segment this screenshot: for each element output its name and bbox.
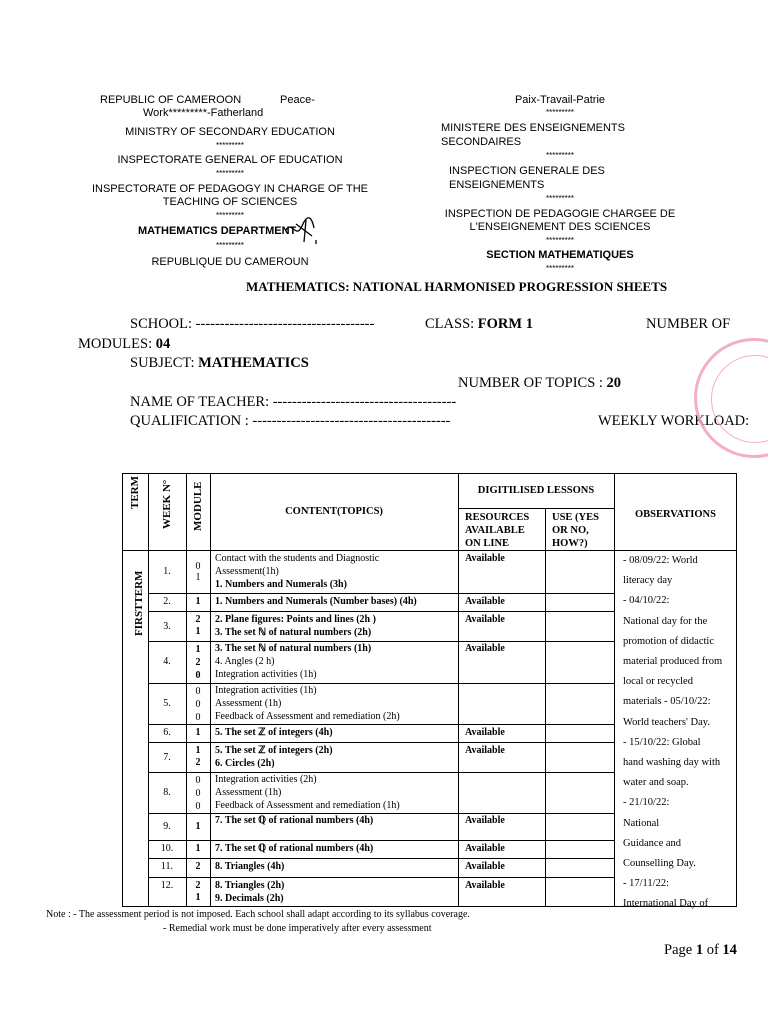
module-value: 1 — [195, 821, 201, 832]
module-value: 1 — [195, 892, 201, 903]
module-value: 1 — [195, 626, 201, 637]
resources-cell: Available — [465, 614, 505, 625]
observation-line: World teachers' Day. — [623, 716, 710, 728]
header-digitalised: DIGITILISED LESSONS — [477, 485, 595, 496]
observation-line: - 08/09/22: World — [623, 555, 698, 566]
content-line: 3. The set ℕ of natural numbers (2h) — [215, 627, 372, 638]
observation-line: National day for the — [623, 615, 708, 627]
school-field: SCHOOL: ------------------------------------- — [130, 316, 375, 332]
inspection-ped-l2: L'ENSEIGNEMENT DES SCIENCES — [469, 221, 651, 233]
content-line: 9. Decimals (2h) — [215, 893, 284, 904]
header-content: CONTENT(TOPICS) — [285, 506, 383, 517]
motto-en-part2: Work*********-Fatherland — [143, 107, 264, 119]
qualification-field: QUALIFICATION : ----------------------------------------- — [130, 413, 451, 429]
modules-label-l1: NUMBER OF — [646, 316, 731, 332]
module-value: 0 — [195, 788, 201, 799]
inspectorate-pedagogy-l2: TEACHING OF SCIENCES — [162, 196, 298, 208]
content-line: 4. Angles (2 h) — [215, 656, 275, 667]
week-number: 3. — [163, 621, 171, 632]
week-number: 11. — [160, 861, 174, 872]
module-value: 2 — [195, 657, 201, 668]
resources-cell: Available — [465, 553, 505, 564]
motto-en-part1: Peace- — [280, 94, 315, 106]
module-value: 2 — [195, 880, 201, 891]
official-stamp-icon — [694, 338, 768, 458]
content-line: 7. The set ℚ of rational numbers (4h) — [215, 815, 374, 826]
ministere-l2: SECONDAIRES — [441, 136, 522, 148]
department-en: MATHEMATICS DEPARTMENT — [138, 225, 297, 237]
inspection-ped-l1: INSPECTION DE PEDAGOGIE CHARGEE DE — [444, 208, 676, 220]
ministere-l1: MINISTERE DES ENSEIGNEMENTS — [441, 122, 625, 134]
week-number: 12. — [160, 880, 174, 891]
stars: ********* — [545, 264, 575, 273]
module-value: 1 — [195, 644, 201, 655]
section-fr: SECTION MATHEMATIQUES — [486, 249, 634, 261]
content-line: 6. Circles (2h) — [215, 758, 275, 769]
note-assessment: Note : - The assessment period is not imposed. Each school shall adapt according to its syllabus coverage. — [46, 909, 470, 920]
subject-value: MATHEMATICS — [198, 355, 309, 371]
header-week: WEEK N° — [161, 479, 173, 529]
observation-line: promotion of didactic — [623, 635, 714, 647]
module-value: 2 — [195, 757, 201, 768]
module-value: 0 — [195, 670, 201, 681]
content-line: 8. Triangles (2h) — [215, 880, 285, 891]
resources-cell: Available — [465, 815, 505, 826]
inspectorate-pedagogy-l1: INSPECTORATE OF PEDAGOGY IN CHARGE OF THE — [91, 183, 369, 195]
modules-field: MODULES: 04 — [78, 336, 171, 352]
content-line: 8. Triangles (4h) — [215, 861, 285, 872]
module-value: 2 — [195, 614, 201, 625]
stars: ********* — [545, 236, 575, 245]
observation-line: - 15/10/22: Global — [623, 736, 701, 748]
content-line: 2. Plane figures: Points and lines (2h ) — [215, 614, 376, 625]
document-title: MATHEMATICS: NATIONAL HARMONISED PROGRESSION SHEETS — [246, 279, 668, 294]
class-field: CLASS: FORM 1 — [425, 316, 533, 332]
page-number: Page 1 of 14 — [664, 942, 737, 958]
content-line: 5. The set ℤ of integers (2h) — [215, 745, 333, 756]
page-current: 1 — [695, 942, 704, 958]
week-number: 7. — [163, 752, 171, 763]
resources-cell: Available — [465, 843, 505, 854]
term-label: FIRSTTERM — [133, 570, 145, 636]
page-total: 14 — [722, 942, 737, 958]
module-value: 1 — [195, 572, 201, 583]
observation-line: literacy day — [623, 575, 673, 587]
content-line: Feedback of Assessment and remediation (2h) — [215, 711, 400, 722]
module-value: 0 — [195, 775, 201, 786]
content-line: Contact with the students and Diagnostic — [215, 553, 380, 564]
content-line: 5. The set ℤ of integers (4h) — [215, 727, 333, 738]
observation-line: - 21/10/22: — [623, 797, 670, 809]
header-observations: OBSERVATIONS — [635, 509, 716, 520]
observation-line: International Day of — [623, 898, 709, 910]
header-resources: RESOURCES AVAILABLE ON LINE — [465, 512, 530, 549]
inspection-l2: ENSEIGNEMENTS — [449, 179, 545, 191]
observation-line: hand washing day with — [623, 757, 721, 769]
content-line: Integration activities (2h) — [215, 774, 317, 785]
content-line: Feedback of Assessment and remediation (1h) — [215, 800, 400, 811]
inspectorate-general-en: INSPECTORATE GENERAL OF EDUCATION — [117, 154, 343, 166]
observation-line: material produced from — [623, 656, 723, 668]
module-value: 0 — [195, 699, 201, 710]
ministry-en: MINISTRY OF SECONDARY EDUCATION — [125, 126, 335, 138]
class-value: FORM 1 — [477, 316, 533, 332]
week-number: 1. — [163, 566, 171, 577]
module-value: 1 — [195, 745, 201, 756]
week-number: 6. — [163, 727, 171, 738]
content-line: Assessment (1h) — [215, 698, 282, 709]
note-remedial: - Remedial work must be done imperatively after every assessment — [163, 923, 432, 934]
content-line: 7. The set ℚ of rational numbers (4h) — [215, 843, 374, 854]
stars: ********* — [215, 169, 245, 178]
week-number: 4. — [163, 656, 171, 667]
header-term: TERM — [129, 476, 141, 509]
observation-line: National — [623, 817, 660, 829]
content-line: Integration activities (1h) — [215, 669, 317, 680]
republic-en: REPUBLIC OF CAMEROON — [100, 94, 242, 106]
stars: ********* — [215, 211, 245, 220]
module-value: 2 — [195, 861, 201, 872]
observation-line: local or recycled — [623, 676, 693, 688]
topics-value: 20 — [606, 375, 622, 391]
stars: ********* — [545, 151, 575, 160]
stars: ********* — [215, 141, 245, 150]
observation-line: Guidance and — [623, 837, 682, 849]
module-value: 0 — [195, 686, 201, 697]
header-use: USE (YES OR NO, HOW?) — [552, 512, 599, 549]
module-value: 0 — [195, 801, 201, 812]
content-line: Integration activities (1h) — [215, 685, 317, 696]
topics-field: NUMBER OF TOPICS : 20 — [458, 375, 622, 391]
week-number: 2. — [163, 596, 171, 607]
motto-fr: Paix-Travail-Patrie — [514, 94, 606, 106]
week-number: 5. — [163, 698, 171, 709]
observation-line: water and soap. — [623, 777, 689, 789]
republique-fr: REPUBLIQUE DU CAMEROUN — [151, 256, 309, 268]
week-number: 8. — [163, 787, 171, 798]
observation-line: materials - 05/10/22: — [623, 696, 711, 708]
module-value: 1 — [195, 843, 201, 854]
observation-line: - 04/10/22: — [623, 595, 670, 607]
workload-field: WEEKLY WORKLOAD: — [598, 413, 750, 429]
week-number: 10. — [160, 843, 174, 854]
module-value: 1 — [195, 596, 201, 607]
teacher-field: NAME OF TEACHER: -------------------------------------- — [130, 394, 457, 410]
observations-cell — [623, 551, 765, 915]
resources-cell: Available — [465, 727, 505, 738]
content-line: Assessment(1h) — [215, 566, 279, 577]
resources-cell: Available — [465, 745, 505, 756]
stars: ********* — [215, 241, 245, 250]
week-number: 9. — [163, 821, 171, 832]
module-value: 0 — [195, 561, 201, 572]
module-value: 1 — [195, 727, 201, 738]
resources-cell: Available — [465, 861, 505, 872]
content-line: 3. The set ℕ of natural numbers (1h) — [215, 643, 372, 654]
stars: ********* — [545, 194, 575, 203]
resources-cell: Available — [465, 596, 505, 607]
modules-value: 04 — [155, 336, 171, 352]
observation-line: - 17/11/22: — [623, 878, 669, 890]
content-line: 1. Numbers and Numerals (Number bases) (4h) — [215, 596, 417, 607]
module-value: 0 — [195, 712, 201, 723]
stars: ********* — [545, 108, 575, 117]
resources-cell: Available — [465, 880, 505, 891]
resources-cell: Available — [465, 643, 505, 654]
content-line: Assessment (1h) — [215, 787, 282, 798]
observation-line: Counselling Day. — [623, 858, 696, 870]
header-module: MODULE — [192, 481, 204, 531]
subject-field: SUBJECT: MATHEMATICS — [130, 355, 309, 371]
content-line: 1. Numbers and Numerals (3h) — [215, 579, 347, 590]
inspection-l1: INSPECTION GENERALE DES — [449, 165, 605, 177]
